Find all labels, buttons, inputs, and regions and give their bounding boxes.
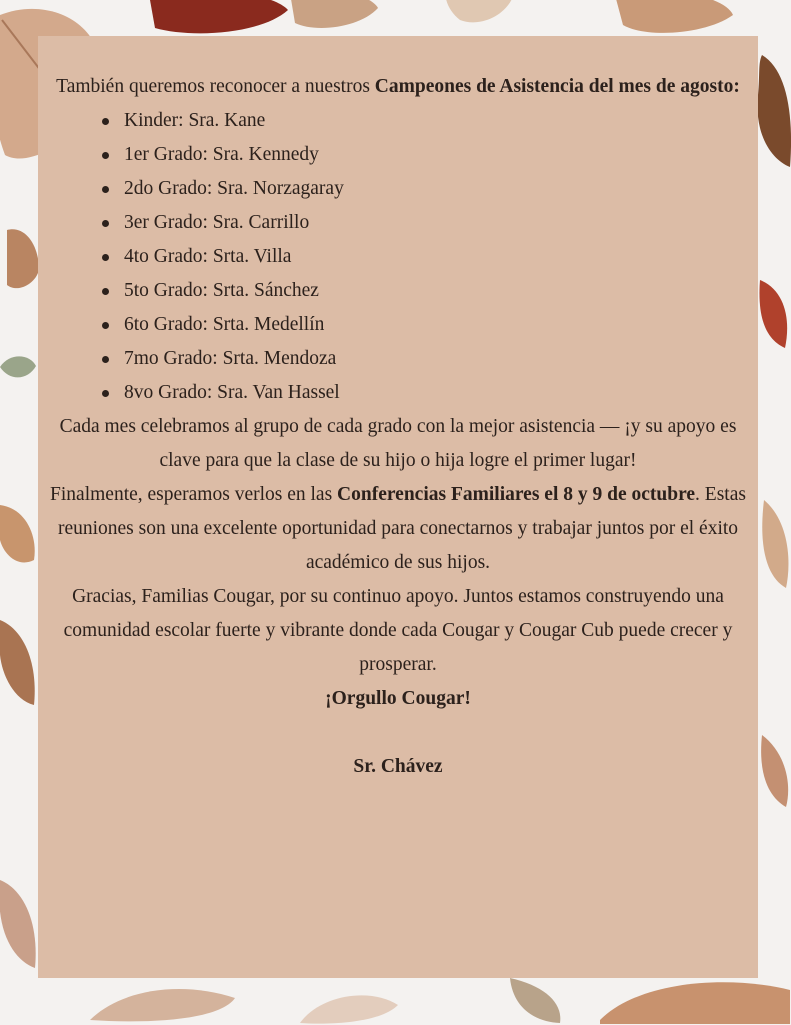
list-item: 3er Grado: Sra. Carrillo [50, 206, 746, 240]
leaf-bottom-right-icon [600, 975, 791, 1024]
slogan-text: ¡Orgullo Cougar! [325, 688, 471, 709]
intro-text: También queremos reconocer a nuestros [56, 76, 375, 97]
leaf-top-right-icon [615, 0, 735, 38]
spacer [50, 716, 746, 750]
conferences-bold: Conferencias Familiares el 8 y 9 de octubre [337, 484, 696, 505]
list-item: 4to Grado: Srta. Villa [50, 240, 746, 274]
list-item: 8vo Grado: Sra. Van Hassel [50, 376, 746, 410]
list-item: 7mo Grado: Srta. Mendoza [50, 342, 746, 376]
signature-text: Sr. Chávez [353, 756, 443, 777]
leaf-bottom-center-icon [505, 978, 565, 1024]
attendance-intro [50, 70, 746, 104]
slogan [50, 682, 746, 716]
monthly-paragraph: Cada mes celebramos al grupo de cada grado con la mejor asistencia — ¡y su apoyo es clave para que la clase de su hijo o hija logre el primer lugar! [59, 416, 737, 471]
leaf-top-mid-icon [440, 0, 520, 30]
leaf-right-mid-icon [756, 500, 791, 590]
conferences-paragraph [50, 478, 746, 580]
leaf-left-green-icon [0, 352, 38, 382]
leaf-right-low-icon [756, 735, 791, 810]
leaf-left-low-icon [0, 615, 38, 710]
leaf-top-red-icon [150, 0, 290, 40]
leaf-right-red-icon [755, 280, 791, 350]
leaf-left-bottom-icon [0, 880, 40, 970]
signature [50, 750, 746, 784]
list-item: 1er Grado: Sra. Kennedy [50, 138, 746, 172]
letter-content [50, 70, 746, 784]
attendance-champions-list [50, 104, 746, 410]
leaf-bottom-left-icon [90, 980, 240, 1024]
intro-bold: Campeones de Asistencia del mes de agosto: [374, 76, 740, 97]
list-item: Kinder: Sra. Kane [50, 104, 746, 138]
list-item: 5to Grado: Srta. Sánchez [50, 274, 746, 308]
leaf-bottom-mid-icon [300, 985, 400, 1025]
thanks-paragraph: Gracias, Familias Cougar, por su continuo apoyo. Juntos estamos construyendo una comunidad escolar fuerte y vibrante donde cada Cougar y Cougar Cub puede crecer y prosperar. [63, 586, 733, 675]
leaf-left-upper-icon [5, 225, 41, 295]
list-item: 2do Grado: Sra. Norzagaray [50, 172, 746, 206]
conferences-post: . Estas reuniones son una excelente oportunidad para conectarnos y trabajar juntos por el éxito académico de sus hijos. [57, 484, 746, 573]
leaf-left-mid-icon [0, 500, 38, 570]
leaf-top-center-icon [290, 0, 380, 36]
list-item: 6to Grado: Srta. Medellín [50, 308, 746, 342]
conferences-pre: Finalmente, esperamos verlos en las [50, 484, 338, 505]
